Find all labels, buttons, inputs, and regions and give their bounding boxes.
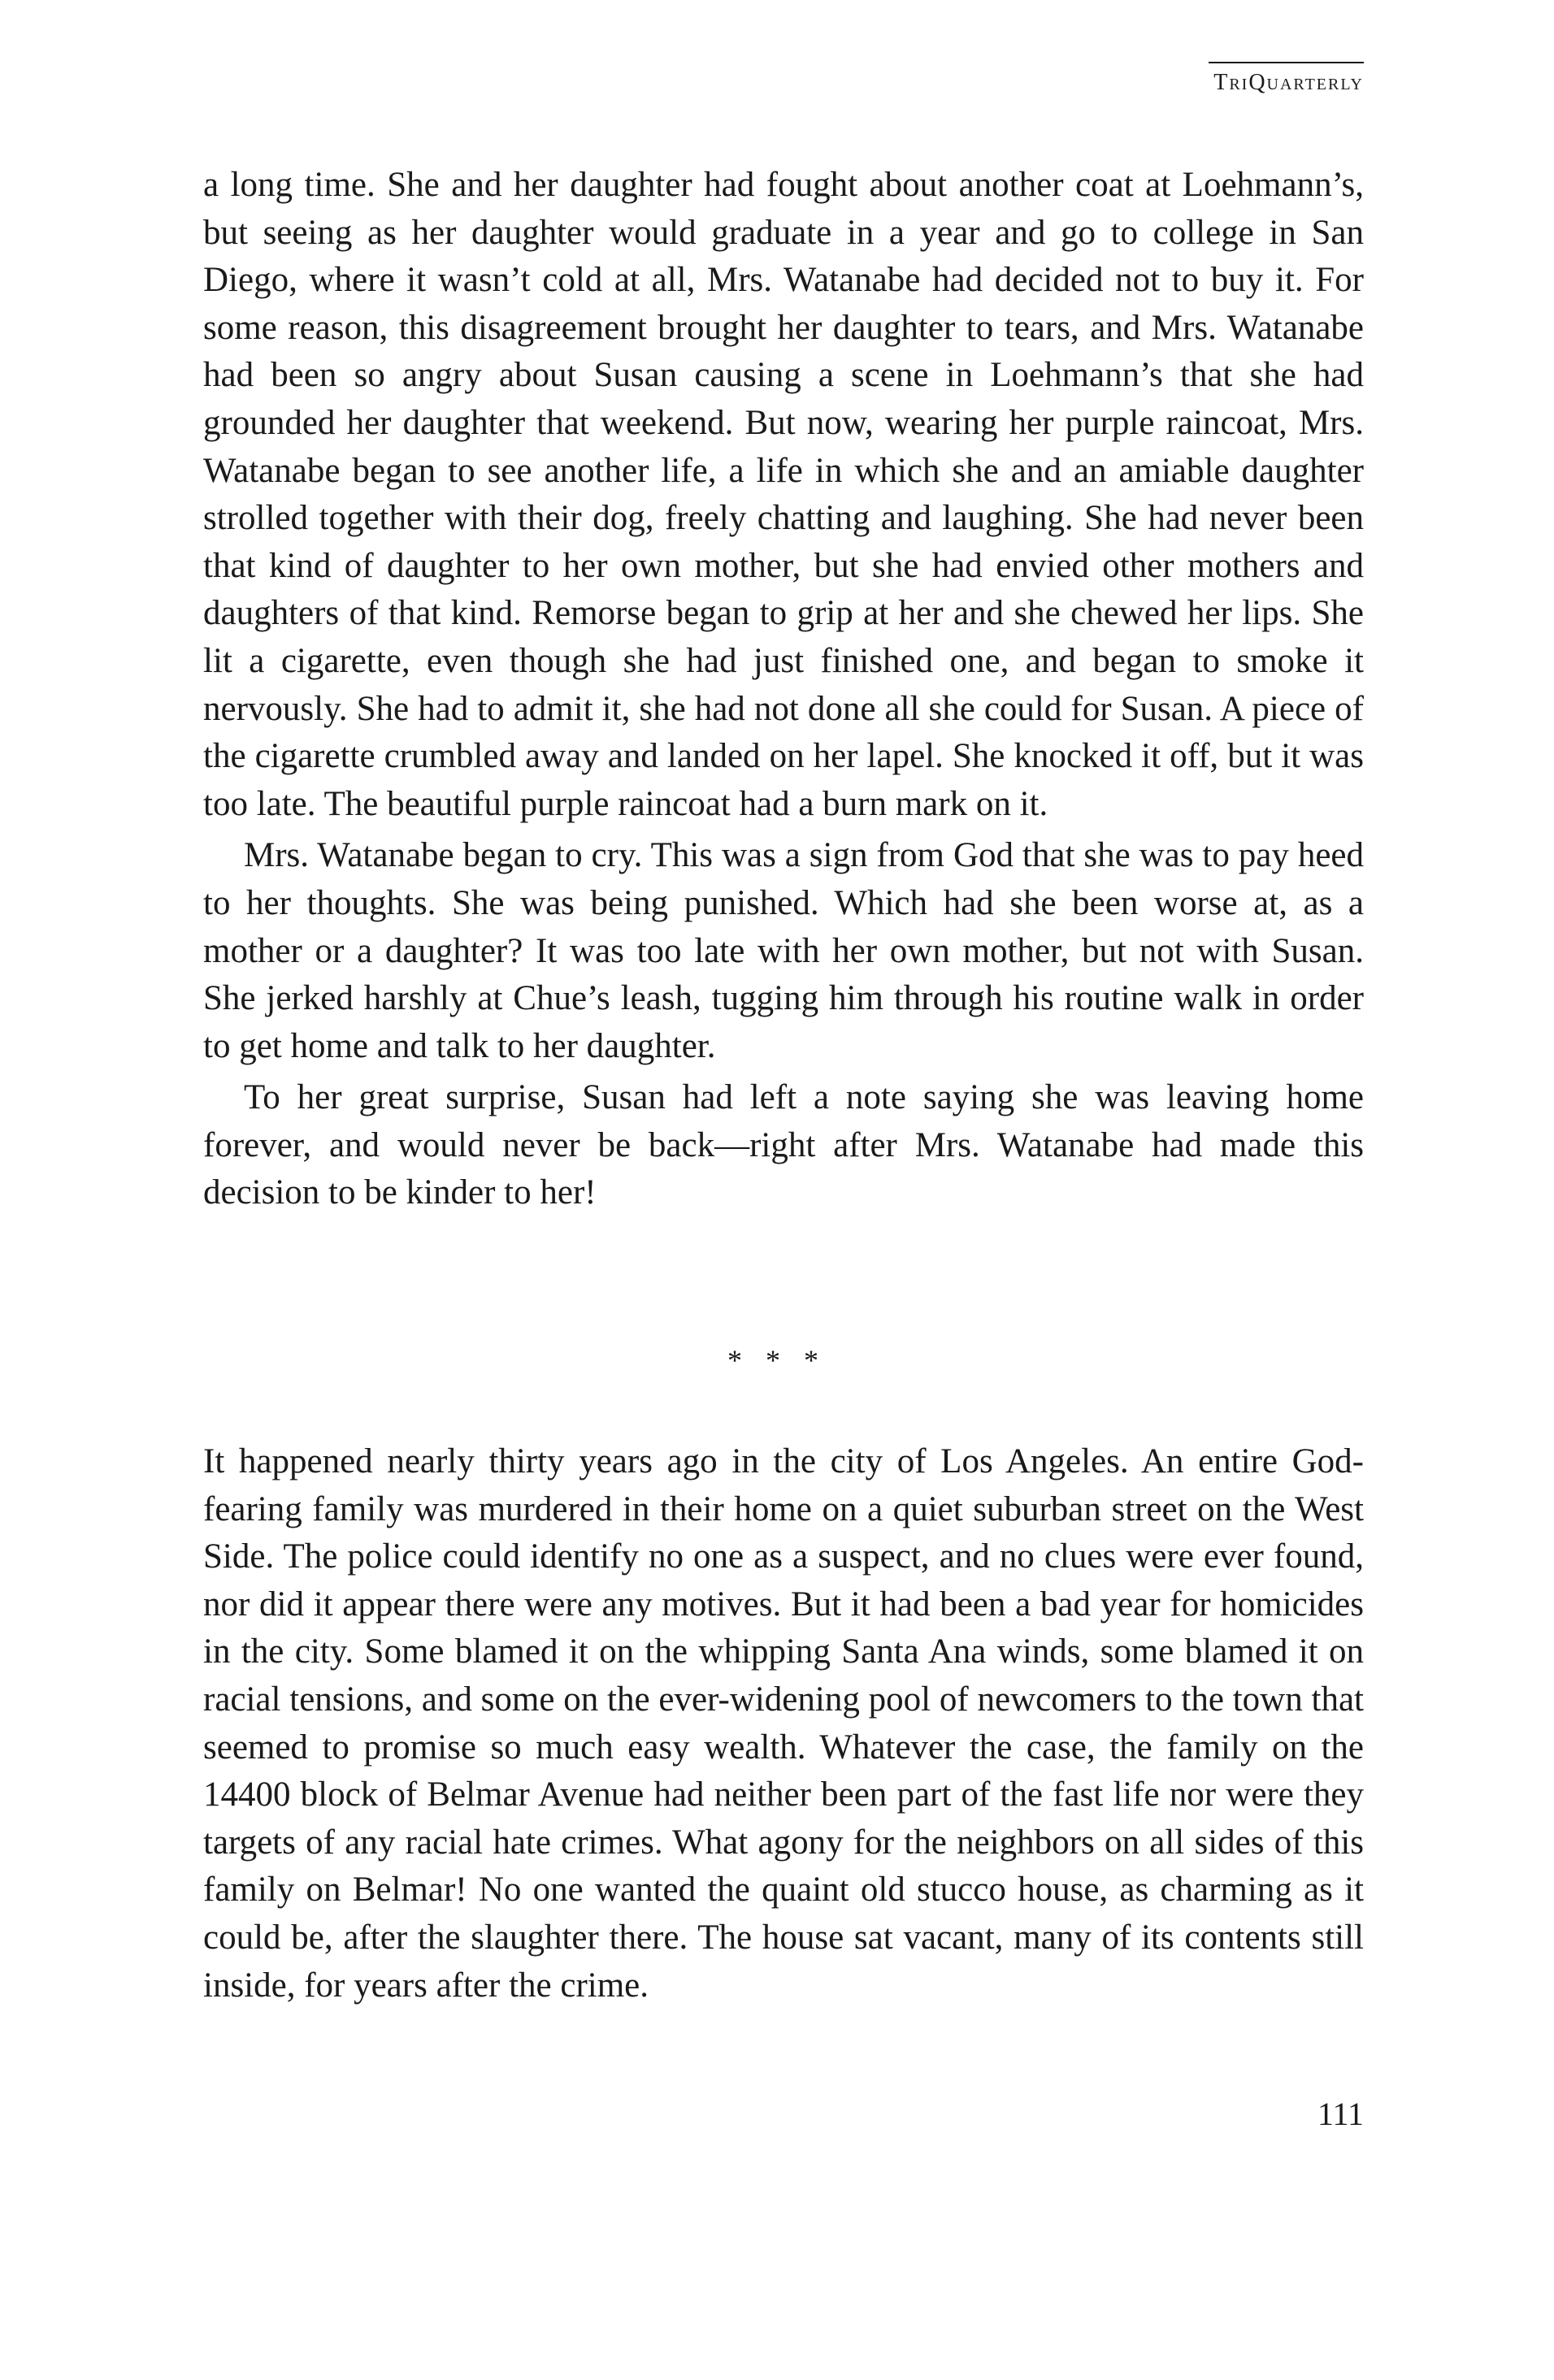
paragraph: Mrs. Watanabe began to cry. This was a sign from God that she was to pay heed to her thoughts. She was being punished. Which had she been worse at, as a mother or a daughter? It was too late with her own mother, but not with Susan. She jerked harshly at Chue’s leash, tugging him through his routine walk in order to get home and talk to her daughter. bbox=[203, 836, 1364, 1065]
running-head bbox=[1213, 68, 1364, 98]
body-text-after-break bbox=[203, 1438, 1364, 2009]
paragraph: It happened nearly thirty years ago in the city of Los Angeles. An entire God-fearing family was murdered in their home on a quiet suburban street on the West Side. The police could identify no one as a suspect, and no clues were ever found, nor did it appear there were any motives. But it had been a bad year for homicides in the city. Some blamed it on the whipping Santa Ana winds, some blamed it on racial tensions, and some on the ever-widening pool of newcomers to the town that seemed to promise so much easy wealth. Whatever the case, the family on the 14400 block of Belmar Avenue had neither been part of the fast life nor were they targets of any racial hate crimes. What agony for the neighbors on all sides of this family on Belmar! No one wanted the quaint old stucco house, as charming as it could be, after the slaughter there. The house sat vacant, many of its contents still inside, for years after the crime. bbox=[203, 1442, 1364, 2005]
body-text-before-break bbox=[203, 162, 1364, 1217]
page-number: 111 bbox=[1317, 2096, 1364, 2132]
paragraph: To her great surprise, Susan had left a note saying she was leaving home forever, and would never be back—right after Mrs. Watanabe had made this decision to be kinder to her! bbox=[203, 1078, 1364, 1212]
header-rule bbox=[1209, 62, 1364, 63]
paragraph-continued: a long time. She and her daughter had fought about another coat at Loehmann’s, but seeing as her daughter would graduate in a year and go to college in San Diego, where it wasn’t cold at all, Mrs. Watanabe had decided not to buy it. For some reason, this disagreement brought her daughter to tears, and Mrs. Watanabe had been so angry about Susan causing a scene in Loehmann’s that she had grounded her daughter that weekend. But now, wearing her purple raincoat, Mrs. Watanabe began to see another life, a life in which she and an amiable daughter strolled together with their dog, freely chatting and laughing. She had never been that kind of daughter to her own mother, but she had envied other mothers and daughters of that kind. Remorse began to grip at her and she chewed her lips. She lit a cigarette, even though she had just finished one, and began to smoke it nervously. She had to admit it, she had not done all she could for Susan. A piece of the cigarette crumbled away and landed on her lapel. She knocked it off, but it was too late. The beautiful purple raincoat had a burn mark on it. bbox=[203, 166, 1364, 823]
section-break: * * * bbox=[727, 1344, 827, 1376]
running-head-title: TriQuarterly bbox=[1213, 70, 1364, 95]
